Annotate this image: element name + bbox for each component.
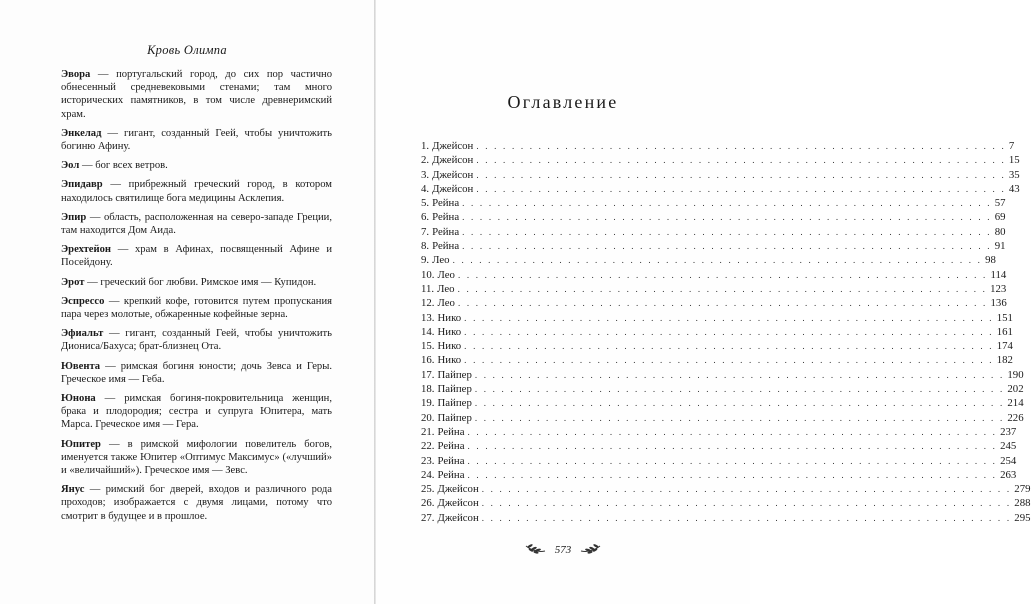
chapter-page: 35 (1008, 168, 1020, 181)
chapter-page: 226 (1007, 411, 1024, 424)
glossary-definition: — римская богиня юности; дочь Зевса и Геры. Греческое имя — Геба. (61, 360, 332, 385)
dot-leader: . . . . . . . . . . . . . . . . . . . . . . . . . . . . . . . . . . . . . . . . . . . . . . . . . . . . . . . . . . . . (462, 241, 992, 252)
chapter-number: 10. (421, 268, 435, 281)
chapter-page: 174 (996, 340, 1013, 353)
toc-row (421, 325, 1013, 339)
dot-leader: . . . . . . . . . . . . . . . . . . . . . . . . . . . . . . . . . . . . . . . . . . . . . . . . . . . . . . . . . . . . (457, 269, 988, 280)
chapter-title: Рейна (437, 440, 465, 453)
dot-leader: . . . . . . . . . . . . . . . . . . . . . . . . . . . . . . . . . . . . . . . . . . . . . . . . . . . . . . . . . . . . (462, 198, 992, 209)
chapter-title: Нико (437, 354, 462, 367)
dot-leader: . . . . . . . . . . . . . . . . . . . . . . . . . . . . . . . . . . . . . . . . . . . . . . . . . . . . . . . . . . . . (467, 469, 998, 480)
glossary-term: Юпитер (61, 438, 101, 450)
chapter-page: 114 (990, 268, 1007, 281)
chapter-page: 98 (985, 254, 996, 267)
toc-row (421, 396, 1024, 410)
chapter-title: Пайпер (437, 368, 472, 381)
chapter-page: 7 (1008, 140, 1015, 152)
chapter-page: 254 (1000, 454, 1017, 467)
toc-row (421, 153, 1020, 167)
table-of-contents (421, 139, 1031, 525)
dot-leader: . . . . . . . . . . . . . . . . . . . . . . . . . . . . . . . . . . . . . . . . . . . . . . . . . . . . . . . . . . . . (462, 226, 992, 237)
chapter-number: 15. (421, 340, 435, 353)
glossary-term: Эрот (61, 276, 85, 288)
chapter-title: Рейна (432, 197, 460, 210)
dot-leader: . . . . . . . . . . . . . . . . . . . . . . . . . . . . . . . . . . . . . . . . . . . . . . . . . . . . . . . . . . . . (481, 498, 1012, 509)
dot-leader: . . . . . . . . . . . . . . . . . . . . . . . . . . . . . . . . . . . . . . . . . . . . . . . . . . . . . . . . . . . . (481, 512, 1012, 523)
laurel-right-icon (580, 542, 602, 557)
chapter-title: Пайпер (437, 411, 472, 424)
chapter-page: 123 (990, 282, 1007, 295)
toc-row (421, 339, 1013, 353)
chapter-number: 7. (421, 225, 430, 238)
glossary-definition: — греческий бог любви. Римское имя — Купидон. (84, 276, 317, 288)
dot-leader: . . . . . . . . . . . . . . . . . . . . . . . . . . . . . . . . . . . . . . . . . . . . . . . . . . . . . . . . . . . . (457, 283, 988, 294)
chapter-title: Джейсон (437, 497, 479, 510)
chapter-number: 8. (421, 240, 430, 253)
chapter-page: 91 (994, 240, 1006, 253)
glossary-entry (61, 327, 332, 353)
dot-leader: . . . . . . . . . . . . . . . . . . . . . . . . . . . . . . . . . . . . . . . . . . . . . . . . . . . . . . . . . . . . (474, 398, 1005, 409)
toc-row (421, 454, 1017, 468)
glossary-entry (61, 178, 332, 204)
right-page (376, 0, 1031, 604)
glossary-definition: — гигант, созданный Геей, чтобы уничтожить Диониса/Бахуса; брат-близнец Ота. (61, 328, 332, 353)
chapter-page: 57 (994, 197, 1006, 210)
chapter-number: 24. (421, 468, 435, 481)
glossary-term: Эпир (61, 211, 87, 223)
chapter-page: 279 (1014, 483, 1031, 496)
dot-leader: . . . . . . . . . . . . . . . . . . . . . . . . . . . . . . . . . . . . . . . . . . . . . . . . . . . . . . . . . . . . (476, 155, 1006, 166)
dot-leader: . . . . . . . . . . . . . . . . . . . . . . . . . . . . . . . . . . . . . . . . . . . . . . . . . . . . . . . . . . . . (474, 412, 1005, 423)
chapter-number: 2. (421, 154, 430, 167)
glossary-entry (61, 360, 332, 386)
dot-leader: . . . . . . . . . . . . . . . . . . . . . . . . . . . . . . . . . . . . . . . . . . . . . . . . . . . . . . . . . . . . (452, 255, 983, 266)
dot-leader: . . . . . . . . . . . . . . . . . . . . . . . . . . . . . . . . . . . . . . . . . . . . . . . . . . . . . . . . . . . . (462, 212, 992, 223)
glossary-definition: — римская богиня-покровительница женщин, брака и плодородия; сестра и супруга Юпитера, мать Марса. Греческое имя — Гера. (61, 393, 332, 431)
toc-row (421, 468, 1017, 482)
glossary-definition: — гигант, созданный Геей, чтобы уничтожить богиню Афину. (61, 127, 332, 153)
chapter-title: Джейсон (437, 483, 479, 496)
glossary-definition: — римский бог дверей, входов и различного рода проходов; изображается с двумя лицами, потому что смотрит в будущее и в прошлое. (61, 484, 332, 522)
glossary-entry (61, 438, 332, 478)
glossary-term: Юнона (61, 393, 96, 405)
chapter-number: 6. (421, 211, 430, 224)
chapter-title: Нико (437, 311, 462, 324)
toc-row (421, 139, 1015, 153)
glossary (61, 68, 332, 529)
dot-leader: . . . . . . . . . . . . . . . . . . . . . . . . . . . . . . . . . . . . . . . . . . . . . . . . . . . . . . . . . . . . (464, 355, 994, 366)
chapter-number: 18. (421, 383, 435, 396)
dot-leader: . . . . . . . . . . . . . . . . . . . . . . . . . . . . . . . . . . . . . . . . . . . . . . . . . . . . . . . . . . . . (474, 384, 1005, 395)
chapter-page: 151 (996, 311, 1013, 324)
chapter-page: 182 (996, 354, 1013, 367)
chapter-number: 19. (421, 397, 435, 410)
toc-title: Оглавление (507, 92, 619, 112)
toc-row (421, 353, 1013, 367)
chapter-page: 190 (1007, 368, 1024, 381)
chapter-number: 1. (421, 140, 430, 152)
glossary-definition: — область, расположенная на северо-западе Греции, там находится Дом Аида. (61, 211, 332, 237)
chapter-title: Рейна (432, 225, 460, 238)
chapter-number: 11. (421, 282, 435, 295)
toc-row (421, 311, 1013, 325)
glossary-definition: — в римской мифологии повелитель богов, именуется также Юпитер «Оптимус Максимус» («лучший» и «величайший»). Греческое имя — Зевс. (61, 438, 332, 477)
glossary-definition: — бог всех ветров. (79, 160, 168, 172)
chapter-number: 27. (421, 511, 435, 524)
chapter-number: 5. (421, 197, 430, 210)
dot-leader: . . . . . . . . . . . . . . . . . . . . . . . . . . . . . . . . . . . . . . . . . . . . . . . . . . . . . . . . . . . . (467, 441, 998, 452)
dot-leader: . . . . . . . . . . . . . . . . . . . . . . . . . . . . . . . . . . . . . . . . . . . . . . . . . . . . . . . . . . . . (464, 312, 994, 323)
toc-row (421, 168, 1020, 182)
chapter-title: Лео (437, 268, 455, 281)
chapter-page: 288 (1014, 497, 1031, 510)
chapter-number: 22. (421, 440, 435, 453)
chapter-page: 237 (1000, 425, 1017, 438)
glossary-term: Эспрессо (61, 295, 105, 307)
toc-row (421, 482, 1031, 496)
glossary-term: Энкелад (61, 127, 102, 139)
chapter-number: 20. (421, 411, 435, 424)
chapter-page: 43 (1008, 182, 1020, 195)
left-page (0, 0, 374, 604)
chapter-title: Лео (432, 254, 450, 267)
toc-row (421, 239, 1006, 253)
dot-leader: . . . . . . . . . . . . . . . . . . . . . . . . . . . . . . . . . . . . . . . . . . . . . . . . . . . . . . . . . . . . (457, 298, 988, 309)
toc-row (421, 268, 1007, 282)
glossary-entry (61, 276, 332, 289)
chapter-number: 13. (421, 311, 435, 324)
chapter-page: 15 (1008, 154, 1020, 167)
dot-leader: . . . . . . . . . . . . . . . . . . . . . . . . . . . . . . . . . . . . . . . . . . . . . . . . . . . . . . . . . . . . (481, 484, 1012, 495)
toc-row (421, 196, 1006, 210)
chapter-title: Нико (437, 325, 462, 338)
page-folio (376, 542, 750, 557)
chapter-page: 161 (996, 325, 1013, 338)
dot-leader: . . . . . . . . . . . . . . . . . . . . . . . . . . . . . . . . . . . . . . . . . . . . . . . . . . . . . . . . . . . . (467, 455, 998, 466)
glossary-entry (61, 392, 332, 432)
glossary-definition: — крепкий кофе, готовится путем пропускания пара через молотые, обжаренные кофейные зерна. (61, 295, 332, 321)
chapter-title: Рейна (437, 425, 465, 438)
toc-row (421, 182, 1020, 196)
chapter-page: 80 (994, 225, 1006, 238)
dot-leader: . . . . . . . . . . . . . . . . . . . . . . . . . . . . . . . . . . . . . . . . . . . . . . . . . . . . . . . . . . . . (476, 169, 1006, 180)
glossary-entry (61, 483, 332, 523)
dot-leader: . . . . . . . . . . . . . . . . . . . . . . . . . . . . . . . . . . . . . . . . . . . . . . . . . . . . . . . . . . . . (474, 369, 1005, 380)
chapter-number: 4. (421, 182, 430, 195)
dot-leader: . . . . . . . . . . . . . . . . . . . . . . . . . . . . . . . . . . . . . . . . . . . . . . . . . . . . . . . . . . . . (476, 183, 1006, 194)
glossary-entry (61, 68, 332, 121)
chapter-title: Рейна (437, 454, 465, 467)
toc-row (421, 439, 1017, 453)
dot-leader: . . . . . . . . . . . . . . . . . . . . . . . . . . . . . . . . . . . . . . . . . . . . . . . . . . . . . . . . . . . . (464, 341, 994, 352)
toc-row (421, 496, 1031, 510)
chapter-title: Пайпер (437, 397, 472, 410)
dot-leader: . . . . . . . . . . . . . . . . . . . . . . . . . . . . . . . . . . . . . . . . . . . . . . . . . . . . . . . . . . . . (464, 326, 994, 337)
glossary-term: Ювента (61, 360, 101, 372)
glossary-definition: — прибрежный греческий город, в котором находилось святилище бога медицины Асклепия. (61, 179, 332, 204)
glossary-term: Эол (61, 160, 80, 172)
toc-row (421, 296, 1007, 310)
toc-row (421, 210, 1006, 224)
toc-row (421, 282, 1007, 296)
chapter-title: Джейсон (432, 140, 474, 152)
chapter-title: Лео (437, 282, 455, 295)
chapter-number: 3. (421, 168, 430, 181)
chapter-number: 23. (421, 454, 435, 467)
chapter-title: Джейсон (437, 511, 479, 524)
chapter-number: 12. (421, 297, 435, 310)
glossary-definition: — храм в Афинах, посвященный Афине и Посейдону. (61, 244, 332, 269)
dot-leader: . . . . . . . . . . . . . . . . . . . . . . . . . . . . . . . . . . . . . . . . . . . . . . . . . . . . . . . . . . . . (467, 426, 998, 437)
glossary-entry (61, 295, 332, 321)
glossary-entry (61, 211, 332, 237)
toc-row (421, 511, 1031, 525)
chapter-page: 263 (1000, 468, 1017, 481)
chapter-number: 26. (421, 497, 435, 510)
chapter-title: Рейна (432, 240, 460, 253)
chapter-page: 295 (1014, 511, 1031, 524)
glossary-entry (61, 127, 332, 153)
chapter-page: 202 (1007, 383, 1024, 396)
chapter-page: 214 (1007, 397, 1024, 410)
toc-row (421, 382, 1024, 396)
chapter-title: Рейна (432, 211, 460, 224)
chapter-page: 245 (1000, 440, 1017, 453)
glossary-entry (61, 243, 332, 269)
page-number: 573 (554, 543, 572, 556)
toc-row (421, 368, 1024, 382)
chapter-title: Пайпер (437, 383, 472, 396)
toc-row (421, 253, 996, 267)
chapter-number: 17. (421, 368, 435, 381)
glossary-term: Эрехтейон (61, 244, 112, 256)
glossary-definition: — португальский город, до сих пор частично обнесенный средневековыми стенами; там много исторических памятников, в том числе древнеримский храм. (61, 69, 332, 120)
chapter-page: 136 (990, 297, 1007, 310)
chapter-number: 14. (421, 325, 435, 338)
laurel-left-icon (524, 542, 546, 557)
chapter-title: Джейсон (432, 154, 474, 167)
chapter-title: Рейна (437, 468, 465, 481)
glossary-term: Эфиальт (61, 328, 104, 340)
chapter-number: 16. (421, 354, 435, 367)
dot-leader: . . . . . . . . . . . . . . . . . . . . . . . . . . . . . . . . . . . . . . . . . . . . . . . . . . . . . . . . . . . . (476, 141, 1006, 151)
chapter-title: Нико (437, 340, 462, 353)
glossary-term: Янус (61, 484, 85, 496)
toc-row (421, 425, 1017, 439)
chapter-title: Джейсон (432, 182, 474, 195)
chapter-number: 9. (421, 254, 430, 267)
chapter-title: Джейсон (432, 168, 474, 181)
chapter-page: 69 (994, 211, 1006, 224)
running-head: Кровь Олимпа (147, 43, 227, 57)
chapter-number: 21. (421, 425, 435, 438)
chapter-number: 25. (421, 483, 435, 496)
glossary-entry (61, 159, 332, 172)
chapter-title: Лео (437, 297, 455, 310)
glossary-term: Эвора (61, 69, 91, 80)
toc-row (421, 225, 1006, 239)
glossary-term: Эпидавр (61, 179, 103, 191)
toc-row (421, 411, 1024, 425)
